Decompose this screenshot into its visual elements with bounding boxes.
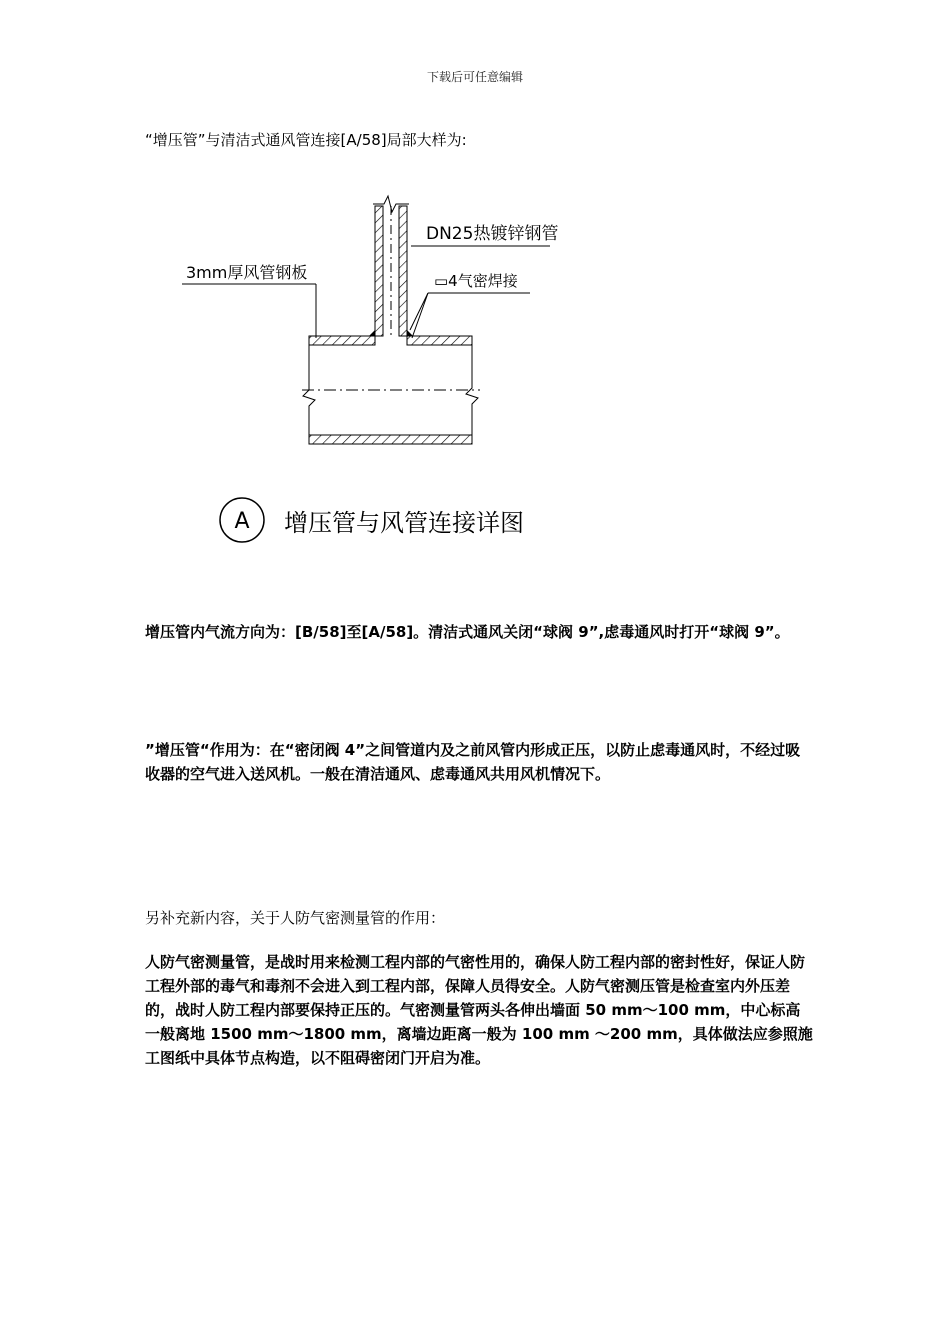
supplement-heading: 另补充新内容，关于人防气密测量管的作用： [145, 909, 446, 927]
airflow-paragraph: 增压管内气流方向为：[B/58]至[A/58]。清洁式通风关闭“球阀 9”,虑毒通风时打开“球阀 9”。 [145, 623, 790, 641]
weld-mark-right [407, 330, 413, 336]
detail-letter: A [234, 509, 250, 534]
steel-plate-label: 3mm厚风管钢板 [186, 263, 308, 282]
weld-mark-left [369, 330, 375, 336]
air-duct [302, 336, 480, 444]
leader-lines [182, 246, 550, 338]
function-paragraph: ”增压管“作用为：在“密闭阀 4”之间管道内及之前风管内形成正压，以防止虑毒通风时，不经过吸收器的空气进入送风机。一般在清洁通风、虑毒通风共用风机情况下。 [145, 741, 801, 783]
page-header: 下载后可任意编辑 [426, 70, 523, 84]
dn25-pipe-label: DN25热镀锌钢管 [426, 224, 559, 244]
detail-title: 增压管与风管连接详图 [284, 509, 524, 537]
measurement-paragraph: 人防气密测量管，是战时用来检测工程内部的气密性用的，确保人防工程内部的密封性好，保证人防工程外部的毒气和毒剂不会进入到工程内部，保障人员得安全。人防气密测压管是检查室内外压差的，战时人防工程内部要保持正压的。气密测量管两头各伸出墙面 50 mm～100 mm，中心标高一般离地 1500 mm～1800 mm，离墙边距离一般为 100 mm ～200 mm，具体做法应参照施工图纸中具体节点构造，以不阻碍密闭门开启为准。 [145, 953, 813, 1067]
weld-label: ▭4气密焊接 [434, 272, 518, 290]
vertical-pipe [373, 196, 409, 336]
connection-detail-drawing [170, 190, 570, 560]
figure-caption: “增压管”与清洁式通风管连接[A/58]局部大样为: [145, 131, 467, 149]
